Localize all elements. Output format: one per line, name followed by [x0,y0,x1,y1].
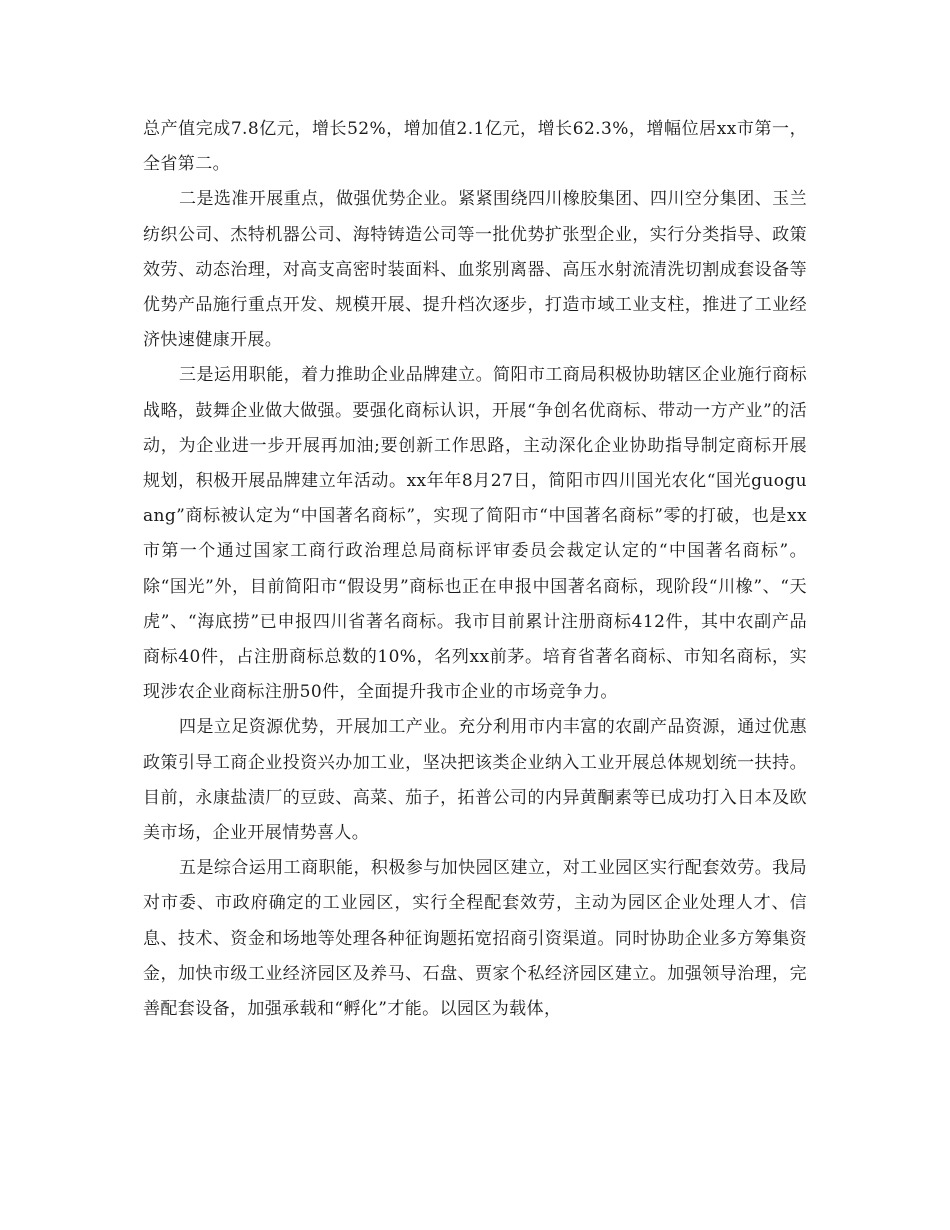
paragraph-point-five: 五是综合运用工商职能，积极参与加快园区建立，对工业园区实行配套效劳。我局对市委、市政府确定的工业园区，实行全程配套效劳，主动为园区企业处理人才、信息、技术、资金和场地等处理各种征询题拓宽招商引资渠道。同时协助企业多方筹集资金，加快市级工业经济园区及养马、石盘、贾家个私经济园区建立。加强领导治理，完善配套设备，加强承载和“孵化”才能。以园区为载体， [143,858,807,1020]
paragraph-point-four: 四是立足资源优势，开展加工产业。充分利用市内丰富的农副产品资源，通过优惠政策引导工商企业投资兴办加工业，坚决把该类企业纳入工业开展总体规划统一扶持。目前，永康盐渍厂的豆豉、高菜、茄子，拓普公司的内异黄酮素等已成功打入日本及欧美市场，企业开展情势喜人。 [143,717,807,844]
document-body [143,112,807,1027]
paragraph-point-three: 三是运用职能，着力推助企业品牌建立。简阳市工商局积极协助辖区企业施行商标战略，鼓舞企业做大做强。要强化商标认识，开展“争创名优商标、带动一方产业”的活动，为企业进一步开展再加油;要创新工作思路，主动深化企业协助指导制定商标开展规划，积极开展品牌建立年活动。xx年年8月27日，简阳市四川国光农化“国光guoguang”商标被认定为“中国著名商标”，实现了简阳市“中国著名商标”零的打破，也是xx市第一个通过国家工商行政治理总局商标评审委员会裁定认定的“中国著名商标”。除“国光”外，目前简阳市“假设男”商标也正在申报中国著名商标，现阶段“川橡”、“天虎”、“海底捞”已申报四川省著名商标。我市目前累计注册商标412件，其中农副产品商标40件，占注册商标总数的10%，名列xx前茅。培育省著名商标、市知名商标，实现涉农企业商标注册50件，全面提升我市企业的市场竞争力。 [143,365,807,703]
paragraph-point-two: 二是选准开展重点，做强优势企业。紧紧围绕四川橡胶集团、四川空分集团、玉兰纺织公司、杰特机器公司、海特铸造公司等一批优势扩张型企业，实行分类指导、政策效劳、动态治理，对高支高密时装面料、血浆别离器、高压水射流清洗切割成套设备等优势产品施行重点开发、规模开展、提升档次逐步，打造市域工业支柱，推进了工业经济快速健康开展。 [143,189,807,351]
paragraph-continuation: 总产值完成7.8亿元，增长52%，增加值2.1亿元，增长62.3%，增幅位居xx市第一，全省第二。 [143,119,807,175]
